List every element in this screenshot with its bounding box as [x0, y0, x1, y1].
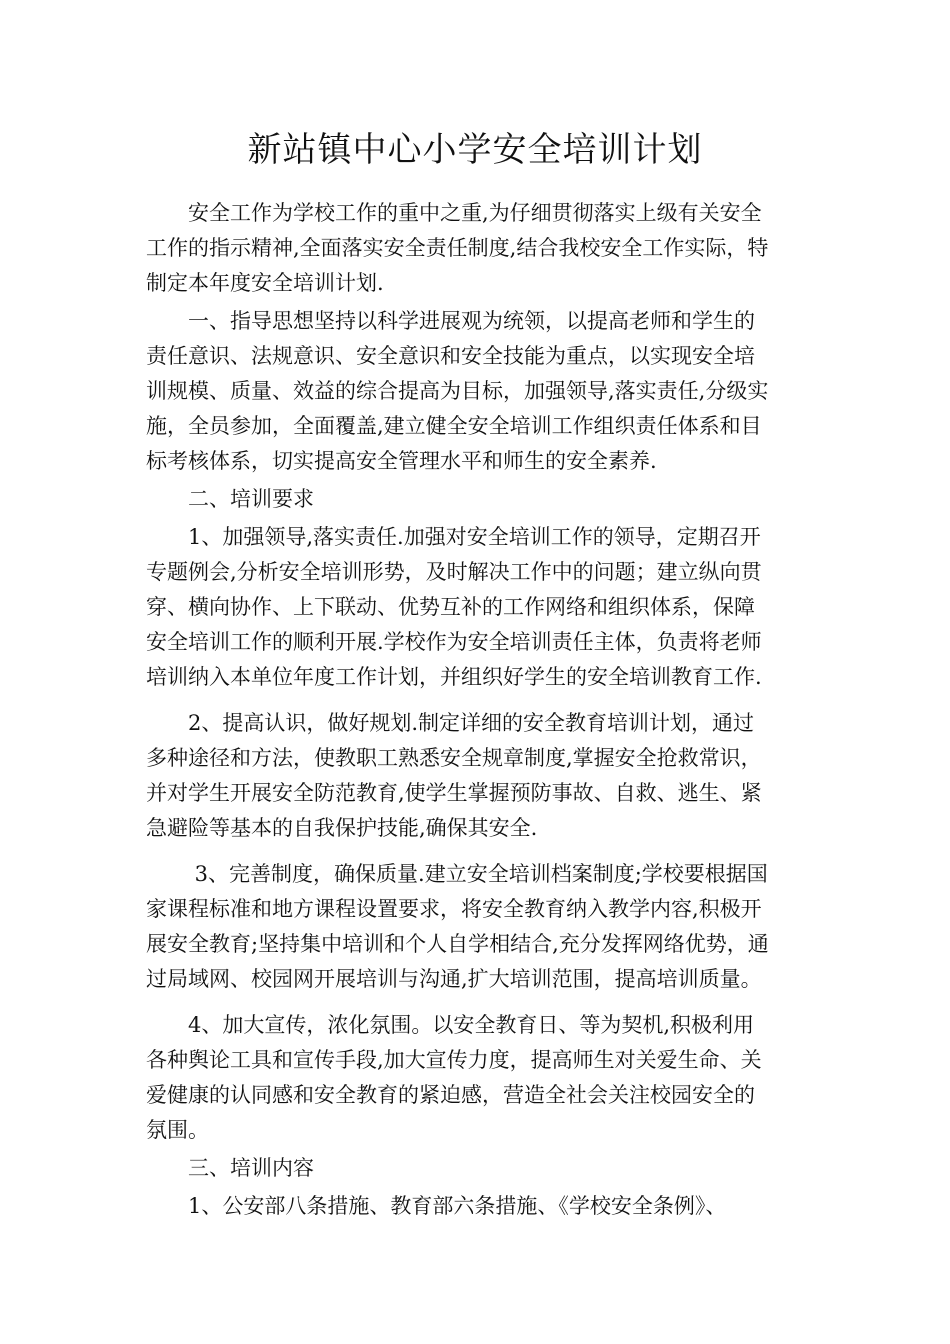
text-line: 急避险等基本的自我保护技能,确保其安全. — [146, 816, 538, 840]
text-line: 责任意识、法规意识、安全意识和安全技能为重点，以实现安全培 — [146, 344, 755, 368]
text-line: 制定本年度安全培训计划. — [146, 271, 384, 295]
requirement-item-1 — [146, 520, 806, 695]
content-item-1 — [146, 1189, 806, 1224]
text-line: 施，全员参加，全面覆盖,建立健全安全培训工作组织责任体系和目 — [146, 414, 762, 438]
text-line: 展安全教育;坚持集中培训和个人自学相结合,充分发挥网络优势，通 — [146, 932, 769, 956]
text-line: 标考核体系，切实提高安全管理水平和师生的安全素养. — [146, 449, 657, 473]
text-line: 三、培训内容 — [146, 1156, 314, 1180]
requirement-item-2 — [146, 706, 806, 846]
section-heading-requirements — [146, 482, 806, 517]
text-line: 安全培训工作的顺利开展.学校作为安全培训责任主体，负责将老师 — [146, 630, 762, 654]
text-line: 氛围。 — [146, 1118, 209, 1142]
text-line: 爱健康的认同感和安全教育的紧迫感，营造全社会关注校园安全的 — [146, 1083, 755, 1107]
requirement-item-4 — [146, 1008, 806, 1148]
text-line: 专题例会,分析安全培训形势，及时解决工作中的问题；建立纵向贯 — [146, 560, 762, 584]
text-line: 1、加强领导,落实责任.加强对安全培训工作的领导，定期召开 — [146, 525, 761, 549]
text-line: 培训纳入本单位年度工作计划，并组织好学生的安全培训教育工作. — [146, 665, 762, 689]
requirement-item-3 — [146, 857, 806, 997]
text-line: 各种舆论工具和宣传手段,加大宣传力度，提高师生对关爱生命、关 — [146, 1048, 762, 1072]
text-line: 多种途径和方法，使教职工熟悉安全规章制度,掌握安全抢救常识， — [146, 746, 762, 770]
text-line: 工作的指示精神,全面落实安全责任制度,结合我校安全工作实际，特 — [146, 236, 769, 260]
text-line: 并对学生开展安全防范教育,使学生掌握预防事故、自救、逃生、紧 — [146, 781, 762, 805]
intro-paragraph — [146, 196, 806, 301]
text-line: 3、完善制度，确保质量.建立安全培训档案制度;学校要根据国 — [146, 862, 768, 886]
text-line: 2、提高认识，做好规划.制定详细的安全教育培训计划，通过 — [146, 711, 755, 735]
text-line: 二、培训要求 — [146, 487, 314, 511]
text-line: 4、加大宣传，浓化氛围。以安全教育日、等为契机,积极利用 — [146, 1013, 755, 1037]
section-heading-content — [146, 1151, 806, 1186]
guiding-principle-paragraph — [146, 304, 806, 479]
text-line: 训规模、质量、效益的综合提高为目标，加强领导,落实责任,分级实 — [146, 379, 769, 403]
text-line: 1、公安部八条措施、教育部六条措施、《学校安全条例》、 — [146, 1194, 727, 1218]
text-line: 家课程标准和地方课程设置要求，将安全教育纳入教学内容,积极开 — [146, 897, 762, 921]
text-line: 穿、横向协作、上下联动、优势互补的工作网络和组织体系，保障 — [146, 595, 755, 619]
document-body — [146, 196, 806, 1224]
document-title: 新站镇中心小学安全培训计划 — [247, 130, 703, 170]
text-line: 安全工作为学校工作的重中之重,为仔细贯彻落实上级有关安全 — [146, 201, 762, 225]
text-line: 过局域网、校园网开展培训与沟通,扩大培训范围，提高培训质量。 — [146, 967, 762, 991]
text-line: 一、指导思想坚持以科学进展观为统领，以提高老师和学生的 — [146, 309, 755, 333]
